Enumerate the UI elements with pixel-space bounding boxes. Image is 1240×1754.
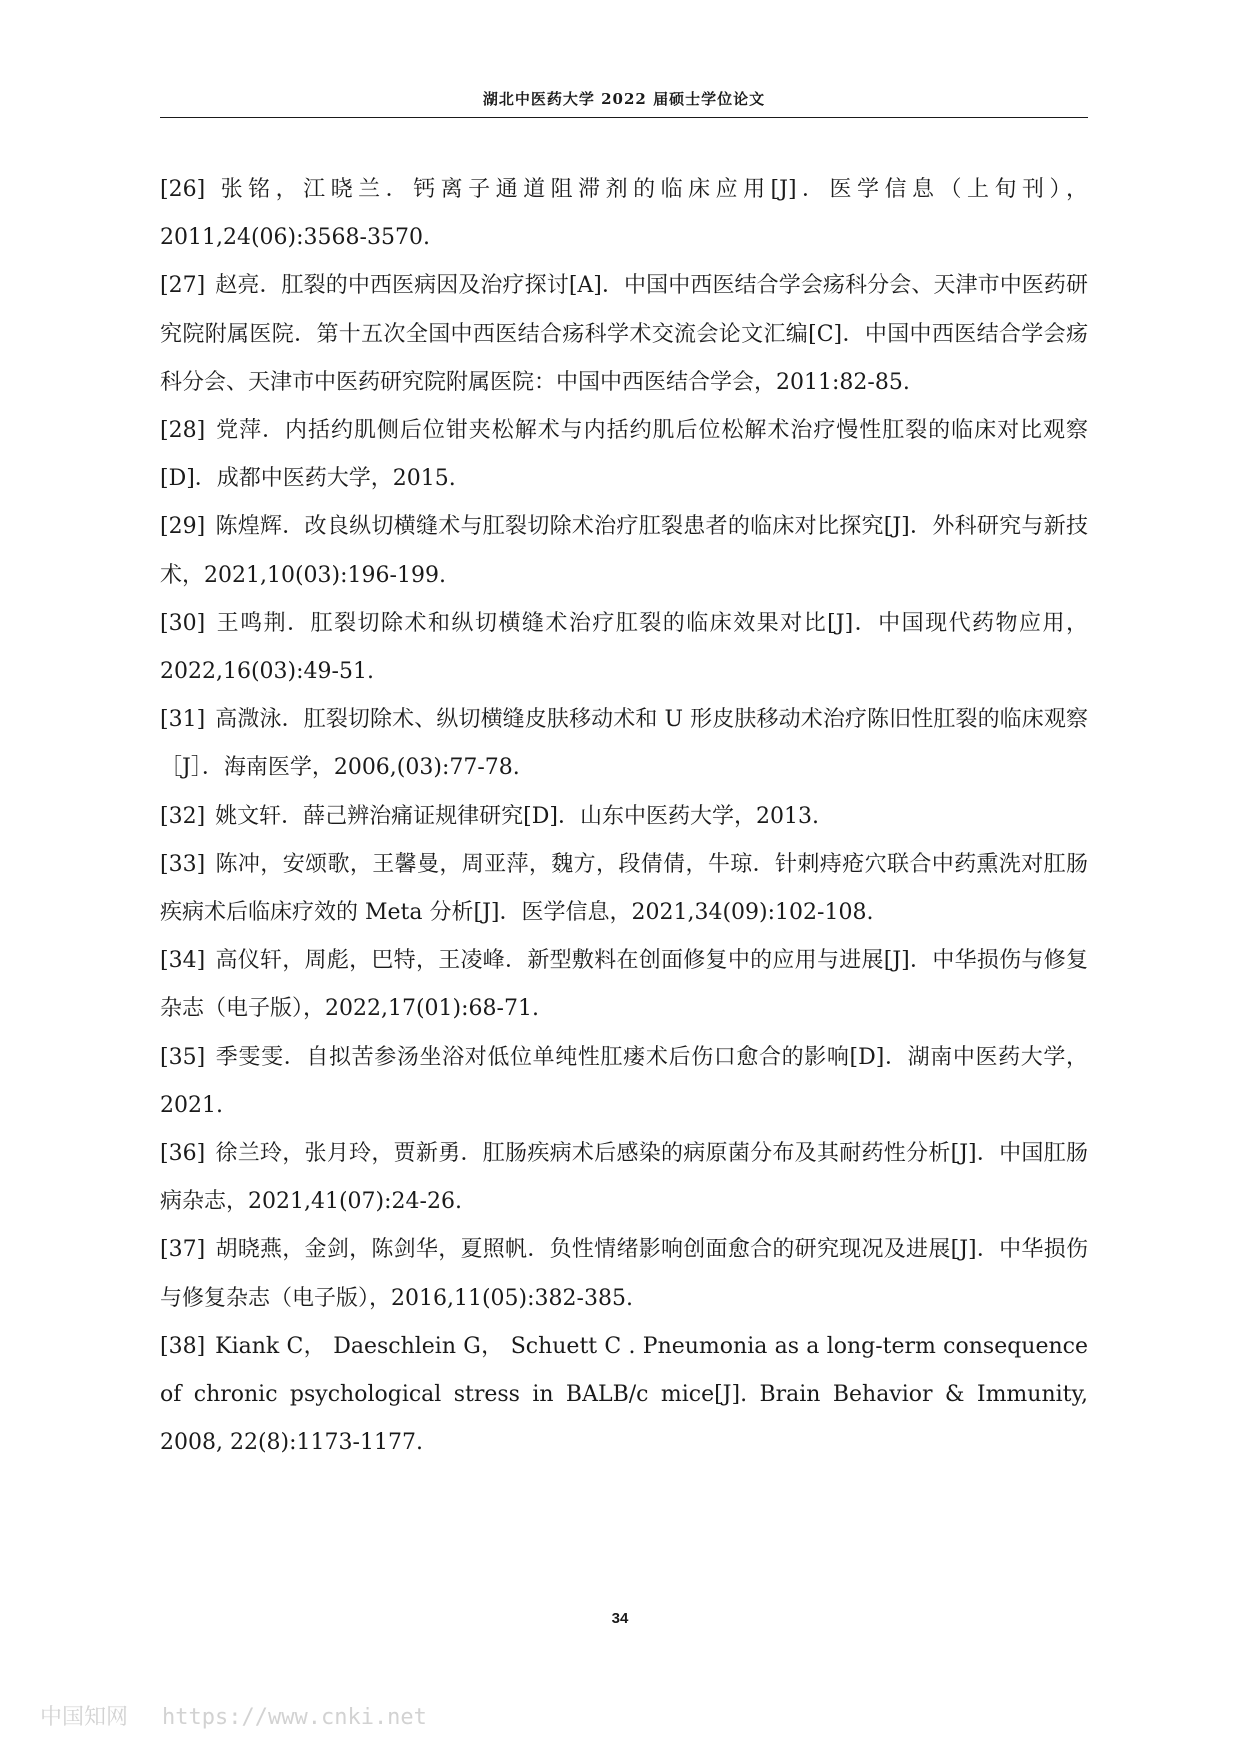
reference-item — [160, 1323, 1088, 1468]
reference-text: 张铭，江晓兰．钙离子通道阻滞剂的临床应用[J]．医学信息（上旬刊），2011,24(06):3568-3570. — [160, 177, 1088, 251]
reference-list — [160, 166, 1088, 1467]
reference-number: [29] — [160, 514, 206, 540]
reference-item — [160, 407, 1088, 503]
reference-number: [27] — [160, 273, 206, 299]
reference-text: 徐兰玲，张月玲，贾新勇．肛肠疾病术后感染的病原菌分布及其耐药性分析[J]．中国肛肠病杂志，2021,41(07):24-26. — [160, 1141, 1088, 1215]
reference-number: [28] — [160, 418, 206, 444]
reference-number: [26] — [160, 177, 206, 202]
reference-text: 胡晓燕，金剑，陈剑华，夏照帆．负性情绪影响创面愈合的研究现况及进展[J]．中华损伤与修复杂志（电子版），2016,11(05):382-385. — [160, 1237, 1088, 1311]
reference-text: 陈冲，安颂歌，王馨曼，周亚萍，魏方，段倩倩，牛琼．针刺痔疮穴联合中药熏洗对肛肠疾病术后临床疗效的 Meta 分析[J]．医学信息，2021,34(09):102-108. — [160, 851, 1088, 926]
reference-text: Kiank C， Daeschlein G， Schuett C . Pneumonia as a long-term consequence of chronic psychological stress in BALB/c mice[J]. Brain Behavior & Immunity, 2008, 22(8):1173-1177. — [160, 1333, 1088, 1456]
reference-text: 陈煌辉．改良纵切横缝术与肛裂切除术治疗肛裂患者的临床对比探究[J]．外科研究与新技术，2021,10(03):196-199. — [160, 514, 1088, 588]
reference-text: 季雯雯．自拟苦参汤坐浴对低位单纯性肛瘘术后伤口愈合的影响[D]．湖南中医药大学，2021. — [160, 1044, 1088, 1118]
reference-number: [32] — [160, 803, 206, 829]
reference-text: 王鸣荆．肛裂切除术和纵切横缝术治疗肛裂的临床效果对比[J]．中国现代药物应用，2022,16(03):49-51. — [160, 610, 1088, 685]
header-rule — [160, 117, 1088, 118]
page-number: 34 — [611, 1610, 629, 1627]
reference-number: [38] — [160, 1333, 206, 1359]
reference-number: [33] — [160, 851, 206, 877]
reference-item — [160, 1034, 1088, 1130]
reference-item — [160, 1130, 1088, 1226]
watermark-brand: 中国知网 — [40, 1705, 129, 1730]
reference-number: [37] — [160, 1237, 206, 1263]
watermark-url: https://www.cnki.net — [162, 1705, 427, 1730]
reference-item — [160, 503, 1088, 599]
reference-number: [35] — [160, 1044, 206, 1070]
reference-item — [160, 1226, 1088, 1322]
reference-item — [160, 937, 1088, 1033]
reference-text: 高溦泳．肛裂切除术、纵切横缝皮肤移动术和 U 形皮肤移动术治疗陈旧性肛裂的临床观察［J］．海南医学，2006,(03):77-78. — [160, 707, 1088, 781]
reference-item — [160, 841, 1088, 937]
reference-number: [34] — [160, 948, 206, 974]
running-header: 湖北中医药大学 2022 届硕士学位论文 — [482, 90, 766, 108]
reference-text: 党萍．内括约肌侧后位钳夹松解术与内括约肌后位松解术治疗慢性肛裂的临床对比观察[D]．成都中医药大学，2015. — [160, 418, 1088, 492]
reference-number: [31] — [160, 707, 206, 733]
reference-item — [160, 166, 1088, 262]
cnki-watermark — [40, 1700, 427, 1731]
reference-item — [160, 600, 1088, 696]
reference-number: [36] — [160, 1141, 206, 1167]
reference-text: 姚文轩．薛己辨治痛证规律研究[D]．山东中医药大学，2013. — [215, 803, 819, 829]
reference-text: 赵亮．肛裂的中西医病因及治疗探讨[A]．中国中西医结合学会疡科分会、天津市中医药研究院附属医院．第十五次全国中西医结合疡科学术交流会论文汇编[C]．中国中西医结合学会疡科分会、天津市中医药研究院附属医院：中国中西医结合学会，2011:82-85. — [160, 273, 1088, 395]
reference-item — [160, 696, 1088, 792]
reference-item — [160, 262, 1088, 407]
reference-number: [30] — [160, 610, 206, 636]
reference-item — [160, 793, 1088, 841]
reference-text: 高仪轩，周彪，巴特，王凌峰．新型敷料在创面修复中的应用与进展[J]．中华损伤与修复杂志（电子版），2022,17(01):68-71. — [160, 948, 1088, 1022]
